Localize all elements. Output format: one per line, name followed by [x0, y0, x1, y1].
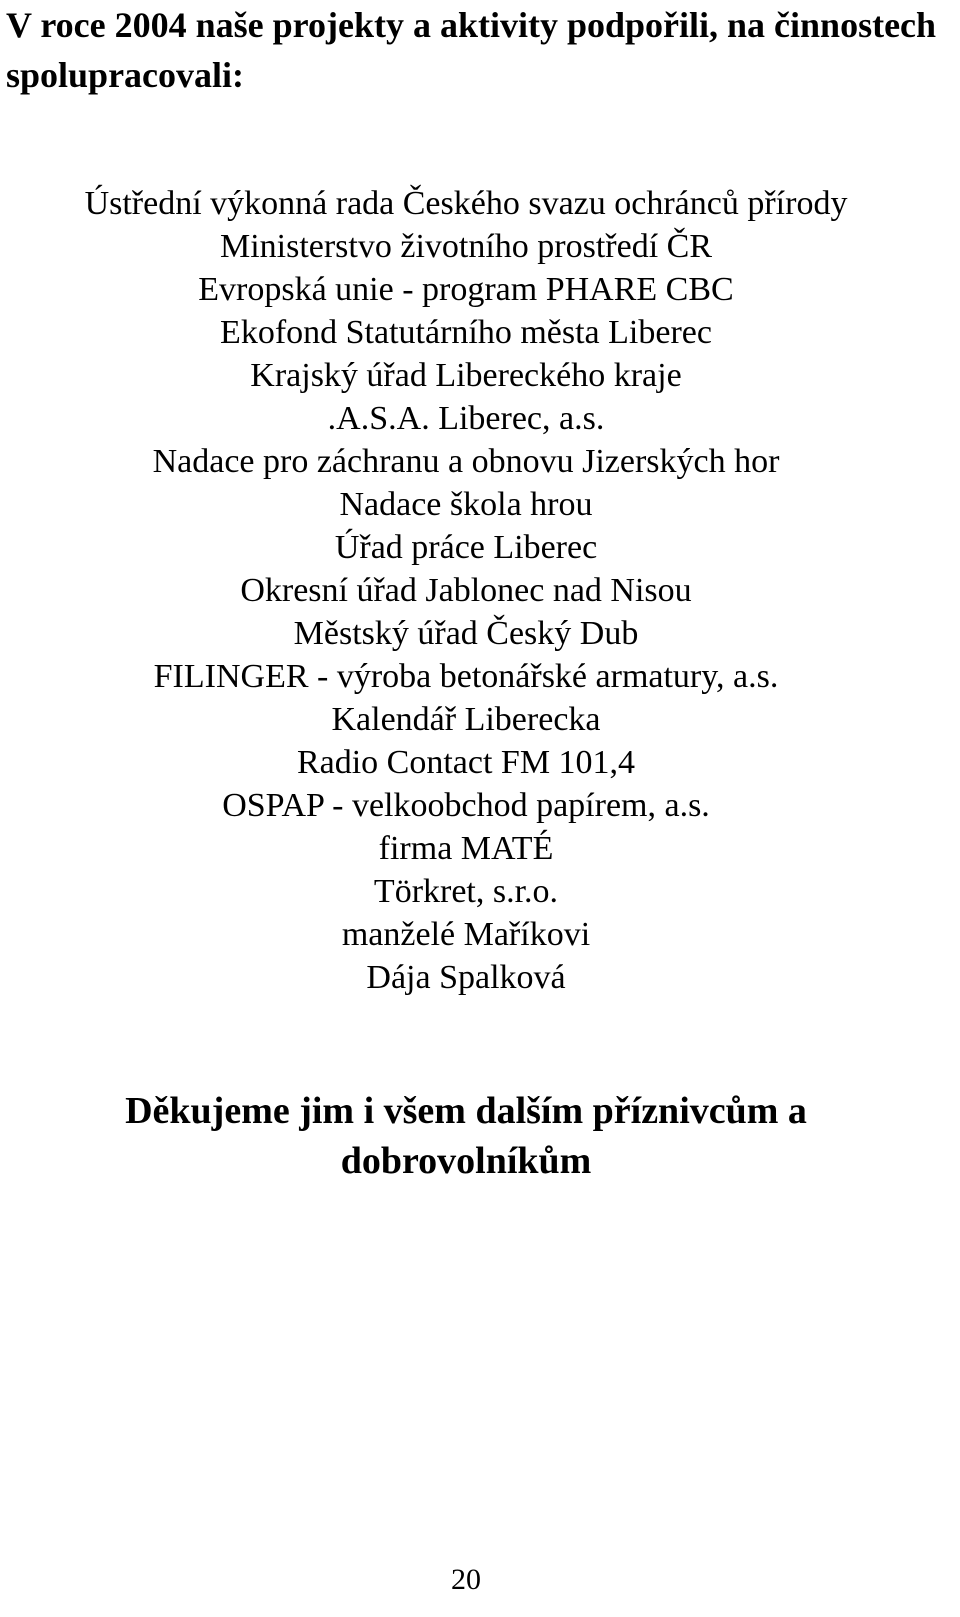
- page-heading: V roce 2004 naše projekty a aktivity podpořili, na činnostech spolupracovali:: [6, 5, 937, 95]
- supporter-item: OSPAP - velkoobchod papírem, a.s.: [222, 787, 710, 824]
- supporter-item: Krajský úřad Libereckého kraje: [250, 357, 682, 394]
- page-number: 20: [451, 1563, 481, 1596]
- supporter-item: .A.S.A. Liberec, a.s.: [327, 400, 605, 437]
- supporter-item: Kalendář Liberecka: [331, 701, 601, 738]
- supporter-item: Nadace pro záchranu a obnovu Jizerských hor: [152, 443, 780, 480]
- supporter-item: Nadace škola hrou: [339, 486, 593, 523]
- supporter-item: firma MATÉ: [378, 830, 554, 867]
- supporter-item: manželé Maříkovi: [341, 916, 591, 953]
- supporter-item: Radio Contact FM 101,4: [296, 744, 636, 781]
- supporter-item: FILINGER - výroba betonářské armatury, a.s.: [153, 658, 779, 695]
- supporter-item: Okresní úřad Jablonec nad Nisou: [240, 572, 692, 609]
- thanks-message: Děkujeme jim i všem dalším příznivcům a dobrovolníkům: [125, 1090, 807, 1182]
- supporters-list: [0, 182, 932, 999]
- supporter-item: Ústřední výkonná rada Českého svazu ochránců přírody: [84, 185, 848, 222]
- supporter-item: Úřad práce Liberec: [334, 529, 598, 566]
- supporter-item: Městský úřad Český Dub: [293, 615, 639, 652]
- supporter-item: Törkret, s.r.o.: [373, 873, 559, 910]
- supporter-item: Ministerstvo životního prostředí ČR: [219, 228, 713, 265]
- supporter-item: Ekofond Statutárního města Liberec: [220, 314, 712, 351]
- supporter-item: Evropská unie - program PHARE CBC: [198, 271, 734, 308]
- supporter-item: Dája Spalková: [366, 959, 566, 996]
